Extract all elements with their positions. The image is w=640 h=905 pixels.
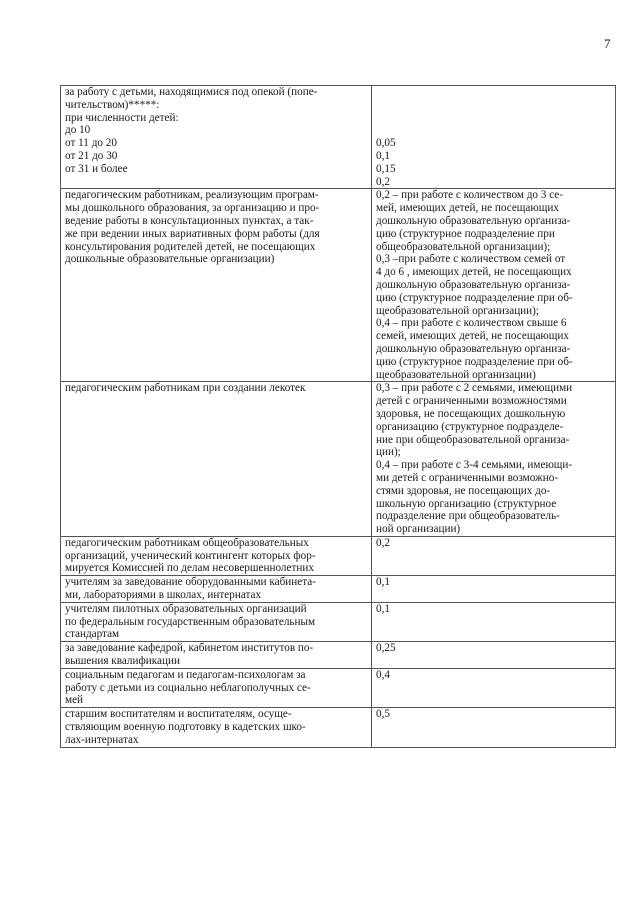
- category-cell: [61, 86, 372, 189]
- table-row: [61, 602, 616, 641]
- cell-text: ми детей с ограниченными возможно-: [376, 471, 559, 484]
- cell-text: 0,15: [376, 162, 396, 175]
- table-row: [61, 382, 616, 537]
- cell-text: 0,4 – при работе с количеством свыше 6: [376, 317, 567, 330]
- cell-text: ние при общеобразовательной организа-: [376, 433, 570, 446]
- cell-text: стандартам: [65, 628, 120, 641]
- cell-text: педагогическим работникам при создании лекотек: [65, 382, 306, 395]
- cell-text: стями здоровья, не посещающих до-: [376, 484, 551, 497]
- cell-text: дошкольные образовательные организации): [65, 253, 275, 266]
- cell-text: при численности детей:: [65, 111, 179, 124]
- category-cell: [61, 668, 372, 707]
- cell-text: цию (структурное подразделение при об-: [376, 355, 573, 368]
- category-cell: [61, 708, 372, 747]
- coefficient-cell: [372, 536, 616, 575]
- cell-text: дошкольную образовательную организа-: [376, 278, 571, 291]
- cell-text: ми, лабораториями в школах, интернатах: [65, 589, 262, 602]
- cell-text: же при ведении иных вариативных форм работы (для: [65, 227, 320, 240]
- cell-text: консультирования родителей детей, не посещающих: [65, 240, 316, 253]
- cell-text: дошкольную образовательную организа-: [376, 214, 571, 227]
- cell-text: дошкольную образовательную организа-: [376, 342, 571, 355]
- cell-text: мируется Комиссией по делам несовершеннолетних: [65, 562, 314, 575]
- cell-text: подразделение при общеобразователь-: [376, 510, 560, 523]
- cell-text: социальным педагогам и педагогам-психологам за: [65, 668, 306, 681]
- cell-text: вышения квалификации: [65, 655, 180, 668]
- cell-text: по федеральным государственным образовательным: [65, 615, 316, 628]
- allowance-table: [60, 85, 616, 748]
- coefficient-cell: [372, 642, 616, 669]
- cell-text: 0,3 – при работе с 2 семьями, имеющими: [376, 382, 573, 395]
- cell-text: педагогическим работникам общеобразовательных: [65, 536, 309, 549]
- coefficient-cell: [372, 602, 616, 641]
- cell-text: 0,1: [376, 602, 390, 615]
- cell-text: общеобразовательной организации);: [376, 240, 551, 253]
- cell-text: 0,5: [376, 708, 390, 721]
- cell-text: щеобразовательной организации);: [376, 304, 539, 317]
- cell-text: 0,2: [376, 175, 390, 188]
- cell-text: учителям пилотных образовательных организаций: [65, 602, 307, 615]
- cell-text: организацию (структурное подразделе-: [376, 420, 564, 433]
- cell-text: за работу с детьми, находящимися под опекой (попе-: [65, 86, 318, 98]
- cell-text: ведение работы в консультационных пунктах, а так-: [65, 214, 314, 227]
- cell-text: от 11 до 20: [65, 137, 117, 150]
- cell-text: учителям за заведование оборудованными кабинета-: [65, 576, 316, 589]
- cell-text: до 10: [65, 124, 91, 137]
- cell-text: работу с детьми из социально неблагополучных се-: [65, 681, 311, 694]
- cell-text: от 21 до 30: [65, 149, 118, 162]
- cell-text: ной организации): [376, 523, 461, 536]
- table-row: [61, 668, 616, 707]
- table-row: [61, 536, 616, 575]
- cell-text: ции);: [376, 446, 401, 459]
- cell-text: чительством)*****:: [65, 98, 160, 111]
- table-row: [61, 86, 616, 189]
- cell-text: за заведование кафедрой, кабинетом институтов по-: [65, 642, 314, 655]
- cell-text: цию (структурное подразделение при об-: [376, 291, 573, 304]
- spacer: [376, 112, 611, 138]
- cell-text: школьную организацию (структурное: [376, 497, 557, 510]
- table-row: [61, 576, 616, 603]
- cell-text: здоровья, не посещающих дошкольную: [376, 407, 566, 420]
- cell-text: педагогическим работникам, реализующим програм-: [65, 189, 319, 202]
- cell-text: детей с ограниченными возможностями: [376, 395, 567, 408]
- category-cell: [61, 189, 372, 382]
- coefficient-cell: [372, 86, 616, 189]
- cell-text: мей: [65, 694, 84, 707]
- coefficient-cell: [372, 576, 616, 603]
- cell-text: мей, имеющих детей, не посещающих: [376, 202, 559, 215]
- coefficient-cell: [372, 708, 616, 747]
- cell-text: ствляющим военную подготовку в кадетских шко-: [65, 721, 306, 734]
- category-cell: [61, 602, 372, 641]
- cell-text: 0,4 – при работе с 3-4 семьями, имеющи-: [376, 459, 573, 472]
- coefficient-cell: [372, 189, 616, 382]
- coefficient-cell: [372, 382, 616, 537]
- cell-text: 0,2: [376, 536, 390, 549]
- category-cell: [61, 576, 372, 603]
- cell-text: 0,2 – при работе с количеством до 3 се-: [376, 189, 563, 202]
- cell-text: 4 до 6 , имеющих детей, не посещающих: [376, 266, 572, 279]
- cell-text: лах-интернатах: [65, 733, 139, 746]
- coefficient-cell: [372, 668, 616, 707]
- table-row: [61, 708, 616, 747]
- cell-text: 0,05: [376, 137, 396, 150]
- cell-text: организаций, ученический контингент которых фор-: [65, 549, 316, 562]
- cell-text: цию (структурное подразделение при: [376, 227, 555, 240]
- category-cell: [61, 536, 372, 575]
- cell-text: семей, имеющих детей, не посещающих: [376, 330, 569, 343]
- category-cell: [61, 382, 372, 537]
- cell-text: мы дошкольного образования, за организацию и про-: [65, 202, 320, 215]
- page-number: 7: [604, 36, 611, 51]
- category-cell: [61, 642, 372, 669]
- cell-text: старшим воспитателям и воспитателям, осуще-: [65, 708, 292, 721]
- cell-text: 0,25: [376, 642, 396, 655]
- cell-text: 0,3 –при работе с количеством семей от: [376, 253, 566, 266]
- table-row: [61, 642, 616, 669]
- cell-text: 0,1: [376, 149, 390, 162]
- cell-text: 0,4: [376, 668, 390, 681]
- cell-text: 0,1: [376, 576, 390, 589]
- spacer: [376, 86, 611, 112]
- cell-text: щеобразовательной организации): [376, 368, 536, 381]
- cell-text: от 31 и более: [65, 162, 128, 175]
- table-row: [61, 189, 616, 382]
